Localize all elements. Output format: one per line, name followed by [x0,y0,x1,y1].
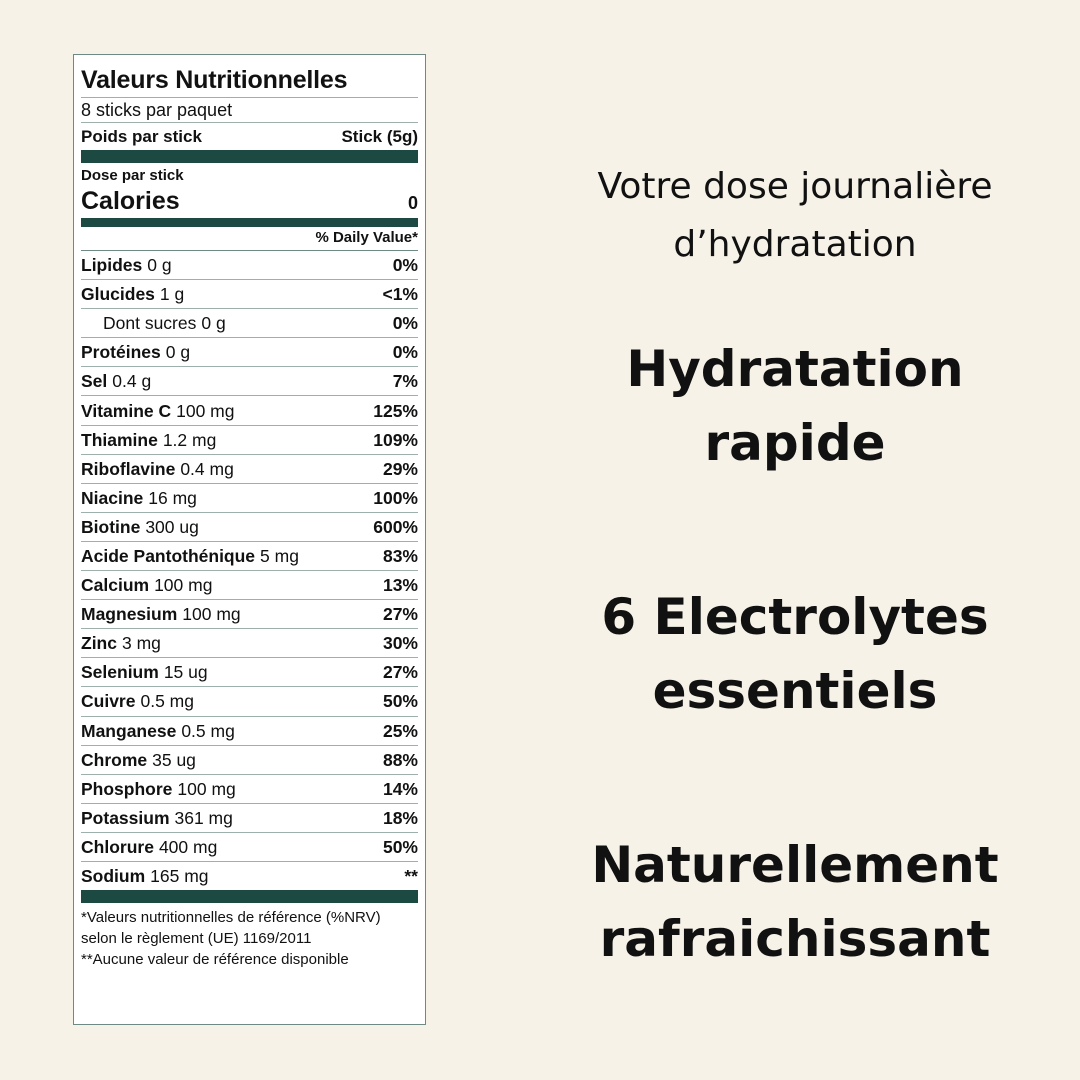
nutrient-name-amount [81,338,190,366]
nutrient-amount: 0.5 mg [140,691,194,712]
nutrient-name-amount [81,833,217,861]
nutrient-amount: 400 mg [158,836,218,857]
nutrient-name: Biotine [81,516,141,537]
feature-refreshing [540,828,1050,976]
nutrient-percent: 27% [382,604,418,625]
nutrient-row [81,367,418,396]
nutrient-amount: 0.5 mg [181,720,235,741]
footnote-nrv: *Valeurs nutritionnelles de référence (%NRV) selon le règlement (UE) 1169/2011 [81,909,381,948]
nutrient-name-amount [81,397,235,425]
nutrient-name-amount [81,513,199,541]
nutrient-name: Protéines [81,342,161,363]
nutrient-row [81,542,418,571]
nutrient-row [81,251,418,280]
nutrient-name-amount [81,804,233,832]
nutrient-percent: <1% [382,284,418,305]
nutrient-amount: 0 g [147,255,172,276]
nutrient-amount: 0 g [201,313,226,334]
servings-per-pack: 8 sticks par paquet [81,98,418,123]
serving-size-value: Stick (5g) [341,127,418,146]
nutrient-percent: 88% [382,749,418,770]
nutrient-name: Dont sucres [103,313,197,334]
nutrient-percent: 13% [382,575,418,596]
nutrient-row [81,513,418,542]
nutrient-amount: 35 ug [152,749,196,770]
feature-line-2: rafraichissant [599,910,991,968]
nutrient-table [81,251,418,890]
nutrient-percent: 83% [382,545,418,566]
nutrient-row [81,687,418,716]
nutrient-row [81,658,418,687]
serving-size-label: Poids par stick [81,127,202,146]
feature-fast-hydration [540,332,1050,480]
nutrient-name-amount [81,571,212,599]
nutrient-row [81,629,418,658]
nutrient-row [81,775,418,804]
nutrient-name: Sodium [81,866,146,887]
nutrient-row [81,717,418,746]
footnote-no-reference: **Aucune valeur de référence disponible [81,951,349,969]
nutrient-name: Sel [81,371,108,392]
label-title: Valeurs Nutritionnelles [81,65,418,98]
nutrient-row [81,396,418,425]
nutrient-percent: 27% [382,662,418,683]
nutrient-name: Niacine [81,487,144,508]
nutrient-name: Riboflavine [81,458,176,479]
nutrient-row [81,571,418,600]
daily-value-header: % Daily Value* [81,227,418,251]
nutrition-facts-label [73,54,426,1025]
calories-label: Calories [81,187,180,215]
nutrient-name: Thiamine [81,429,158,450]
nutrient-name: Manganese [81,720,177,741]
nutrient-name-amount [81,309,226,337]
nutrient-name-amount [81,687,194,715]
nutrient-percent: 18% [382,807,418,828]
nutrient-name: Glucides [81,284,155,305]
nutrient-name: Magnesium [81,604,178,625]
nutrient-amount: 1.2 mg [162,429,217,450]
feature-line-2: essentiels [652,662,938,720]
nutrient-percent: 100% [373,487,418,508]
nutrient-percent: 14% [382,778,418,799]
nutrient-name-amount [81,717,235,745]
nutrient-name-amount [81,251,172,279]
nutrient-percent: 125% [373,400,418,421]
nutrient-amount: 0 g [165,342,191,363]
nutrient-name-amount [81,658,208,686]
nutrient-row [81,484,418,513]
nutrient-name-amount [81,455,234,483]
nutrient-name: Zinc [81,633,117,654]
nutrient-amount: 100 mg [182,604,241,625]
medium-divider [81,218,418,227]
nutrient-name-amount [81,542,299,570]
nutrient-amount: 0.4 g [112,371,152,392]
nutrient-name-amount [81,600,241,628]
feature-line-1: 6 Electrolytes [601,588,989,646]
nutrient-name: Acide Pantothénique [81,545,256,566]
nutrient-name: Phosphore [81,778,173,799]
nutrient-amount: 3 mg [121,633,161,654]
nutrient-name-amount [81,862,209,890]
nutrient-row [81,338,418,367]
nutrient-percent: 50% [382,836,418,857]
nutrient-name-amount [81,775,236,803]
nutrient-row [81,455,418,484]
nutrient-amount: 100 mg [176,400,235,421]
nutrient-percent: 0% [392,342,418,363]
nutrient-percent: 7% [392,371,418,392]
nutrient-percent: 25% [382,720,418,741]
nutrient-name-amount [81,280,184,308]
nutrient-amount: 300 ug [145,516,199,537]
tagline [540,158,1050,274]
nutrient-name: Cuivre [81,691,136,712]
nutrient-amount: 15 ug [163,662,208,683]
tagline-line-2: d’hydratation [673,224,917,265]
nutrient-name-amount [81,629,161,657]
nutrient-name: Potassium [81,807,170,828]
serving-size [81,123,418,150]
nutrient-percent: 0% [392,255,418,276]
nutrient-amount: 165 mg [150,866,209,887]
nutrient-name: Vitamine C [81,400,172,421]
nutrient-percent: 0% [392,313,418,334]
dose-label: Dose par stick [81,167,184,184]
nutrient-amount: 1 g [159,284,185,305]
nutrient-row [81,600,418,629]
nutrient-amount: 100 mg [154,575,213,596]
nutrient-percent: 50% [382,691,418,712]
nutrient-row [81,426,418,455]
nutrient-percent: 600% [373,516,418,537]
calories-row [81,186,418,218]
nutrient-row [81,746,418,775]
nutrient-row [81,833,418,862]
nutrient-name-amount [81,426,216,454]
bottom-divider [81,890,418,903]
nutrient-row [81,804,418,833]
nutrient-name: Selenium [81,662,159,683]
feature-line-1: Naturellement [591,836,999,894]
nutrient-amount: 361 mg [174,807,233,828]
nutrient-name: Chrome [81,749,148,770]
nutrient-name: Chlorure [81,836,154,857]
calories-value: 0 [407,193,418,213]
nutrient-percent: 29% [382,458,418,479]
feature-line-1: Hydratation [626,340,964,398]
nutrient-amount: 100 mg [177,778,236,799]
feature-electrolytes [540,580,1050,728]
nutrient-amount: 16 mg [148,487,197,508]
thick-divider [81,150,418,163]
nutrient-name: Calcium [81,575,150,596]
nutrient-percent: ** [404,866,418,887]
nutrient-row [81,280,418,309]
nutrient-row [81,862,418,890]
nutrient-name: Lipides [81,255,143,276]
nutrient-percent: 30% [382,633,418,654]
nutrient-name-amount [81,746,196,774]
nutrient-name-amount [81,367,151,395]
footnotes [81,903,418,970]
nutrient-percent: 109% [373,429,418,450]
feature-line-2: rapide [704,414,886,472]
nutrient-row [81,309,418,338]
nutrient-name-amount [81,484,197,512]
nutrient-amount: 5 mg [260,545,299,566]
nutrient-amount: 0.4 mg [180,458,234,479]
tagline-line-1: Votre dose journalière [597,166,993,207]
